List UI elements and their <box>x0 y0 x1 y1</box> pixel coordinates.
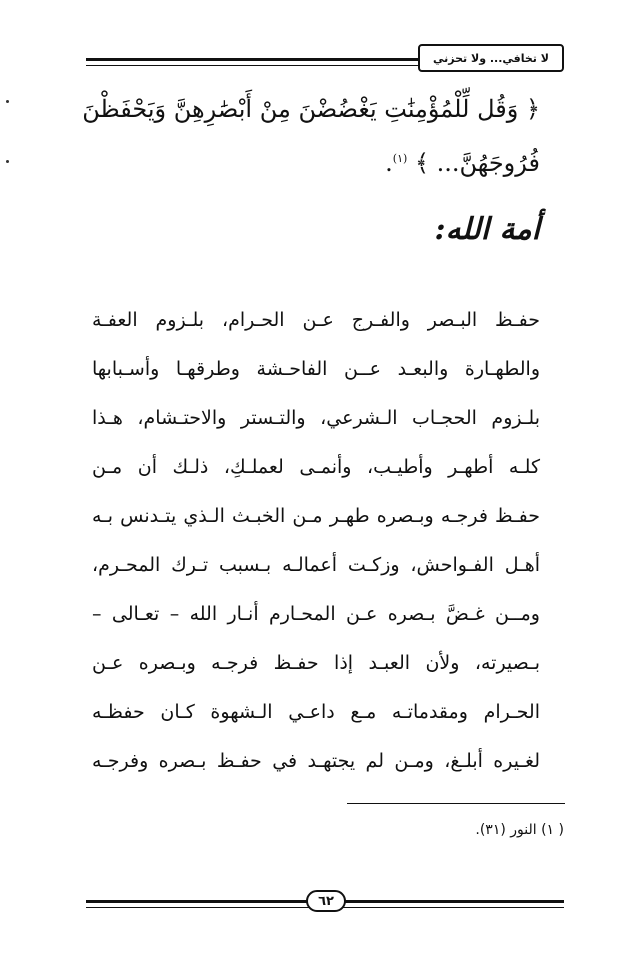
body-line: الحـرام ومقدماتـه مـع داعـي الـشهوة كـان حفظـه <box>92 701 540 723</box>
running-title: لا تخافي... ولا تحزني <box>418 44 564 72</box>
body-line: بـصيرته، ولأن العبـد إذا حفـظ فرجـه وبـصره عـن <box>92 652 540 674</box>
scan-speck <box>6 160 9 163</box>
body-line: ومــن غـضَّ بـصره عـن المحـارم أنـار الله – تعـالى – <box>92 603 540 625</box>
footnote: ( ١) النور (٣١). <box>475 822 564 838</box>
body-line: لغـيره أبلـغ، ومـن لم يجتهـد في حفـظ بـصره وفرجـه <box>92 750 540 772</box>
verse-line-1: ﴿ وَقُل لِّلْمُؤْمِنَٰتِ يَغْضُضْنَ مِنْ أَبْصَٰرِهِنَّ وَيَحْفَظْنَ <box>82 95 540 123</box>
body-paragraph <box>92 296 540 786</box>
body-line: بلـزوم الحجـاب الـشرعي، والتـستر والاحتـشام، هـذا <box>92 407 540 429</box>
verse-line-2-text: فُرُوجَهُنَّ... ﴾ <box>414 149 540 177</box>
scan-speck <box>6 100 9 103</box>
footnote-divider <box>347 803 565 804</box>
section-title: أمة الله: <box>434 212 540 247</box>
page-number: ٦٢ <box>306 890 346 912</box>
body-line: حفـظ البـصر والفـرج عـن الحـرام، بلـزوم العفـة <box>92 309 540 331</box>
body-line: حفـظ فرجـه وبـصره طهـر مـن الخبـث الـذي يتـدنس بـه <box>92 505 540 527</box>
body-line: أهـل الفـواحش، وزكـت أعمالـه بـسبب تـرك المحـرم، <box>92 554 540 576</box>
header-rule-thin <box>86 65 418 66</box>
verse-line-2: فُرُوجَهُنَّ... ﴾ $^{(١)}$. <box>385 149 540 177</box>
verse-footnote-ref: (١) <box>392 152 408 165</box>
body-line: والطهـارة والبعـد عــن الفاحـشة وطرقهـا وأسـبابها <box>92 358 540 380</box>
body-line: كلـه أطهـر وأطيـب، وأنمـى لعملـكِ، ذلـك أن مـن <box>92 456 540 478</box>
header-rule-thick <box>86 58 418 61</box>
